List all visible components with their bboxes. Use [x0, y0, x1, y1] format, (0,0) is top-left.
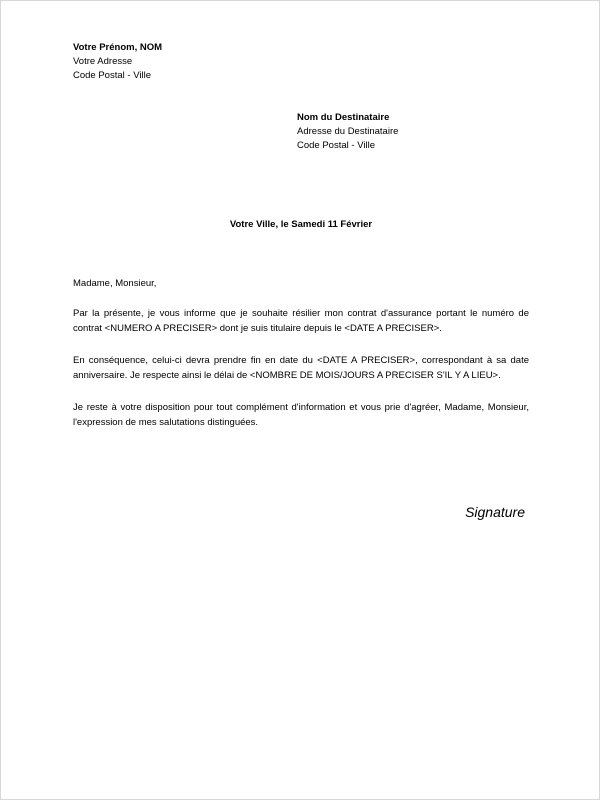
body-paragraph-3: Je reste à votre disposition pour tout complément d'information et vous prie d'agréer, Madame, Monsieur, l'expression de mes salutations distinguées. — [73, 402, 529, 428]
body-paragraph-1: Par la présente, je vous informe que je souhaite résilier mon contrat d'assurance portant le numéro de contrat <NUMERO A PRECISER> dont je suis titulaire depuis le <DATE A PRECISER>. — [73, 308, 529, 334]
sender-address: Votre Adresse — [73, 56, 133, 67]
sender-city: Code Postal - Ville — [73, 70, 151, 81]
sender-block — [73, 41, 529, 83]
signature-line: Signature — [465, 504, 525, 520]
recipient-name: Nom du Destinataire — [297, 112, 390, 123]
body-paragraph-2: En conséquence, celui-ci devra prendre fin en date du <DATE A PRECISER>, correspondant à sa date anniversaire. Je respecte ainsi le délai de <NOMBRE DE MOIS/JOURS A PRECISER S'IL Y A LIEU>. — [73, 355, 529, 381]
letter-sheet — [73, 41, 529, 761]
recipient-block — [297, 111, 529, 153]
recipient-city: Code Postal - Ville — [297, 140, 375, 151]
sender-name: Votre Prénom, NOM — [73, 42, 163, 53]
dateline: Votre Ville, le Samedi 11 Février — [229, 219, 373, 230]
salutation: Madame, Monsieur, — [73, 278, 157, 289]
recipient-address: Adresse du Destinataire — [297, 126, 399, 137]
